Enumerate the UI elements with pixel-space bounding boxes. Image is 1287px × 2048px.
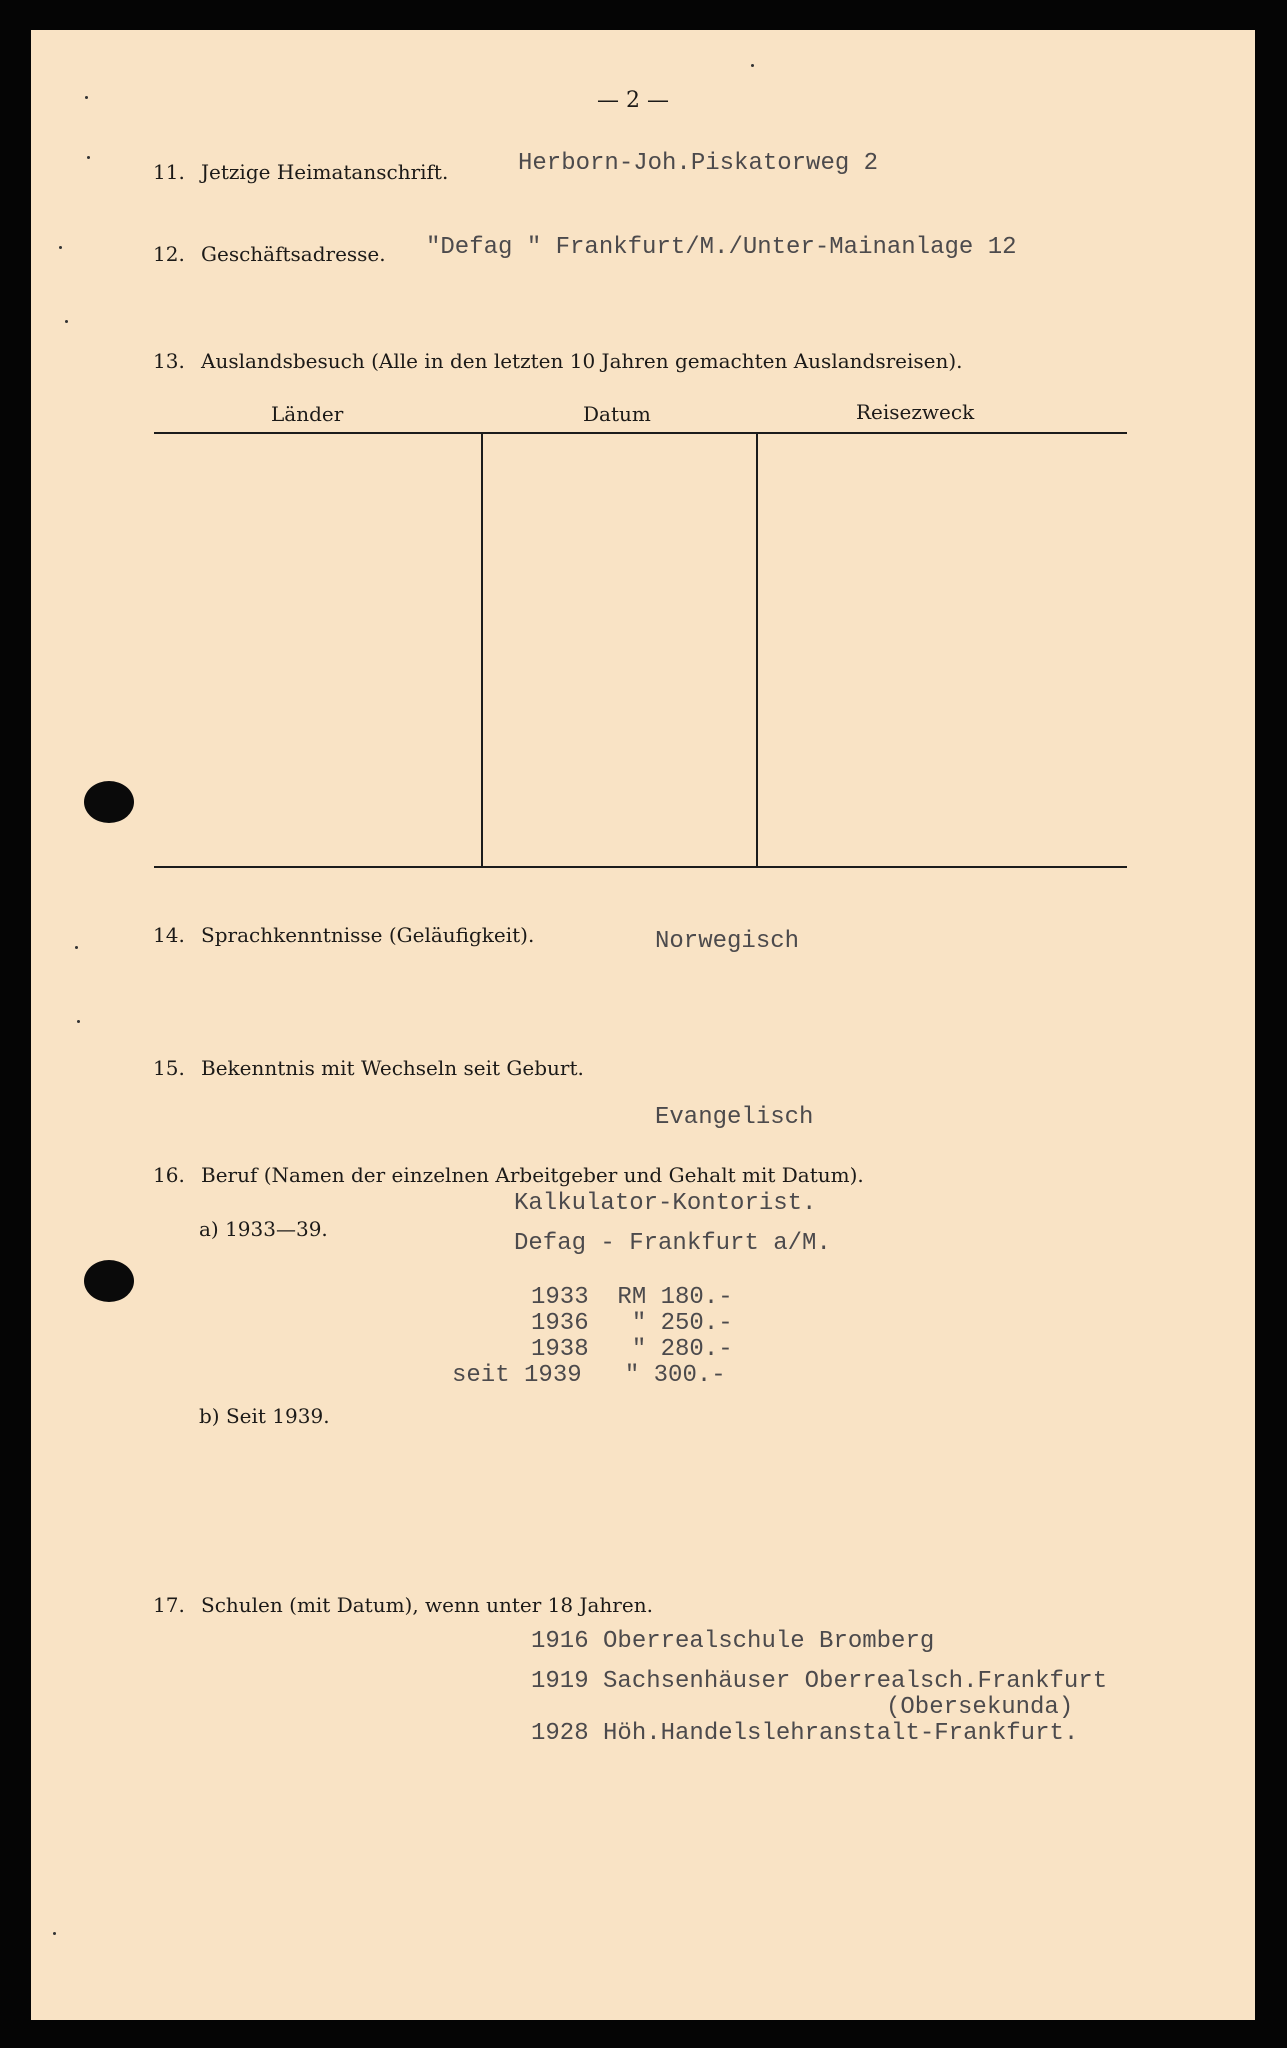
item-14-label: 14. Sprachkenntnisse (Geläufigkeit).	[153, 923, 535, 947]
table-divider	[756, 434, 758, 866]
table-divider	[481, 434, 483, 866]
item-15-label: 15. Bekenntnis mit Wechseln seit Geburt.	[153, 1056, 584, 1080]
school-entry: 1928 Höh.Handelslehranstalt-Frankfurt.	[531, 1720, 1079, 1747]
school-entry: 1919 Sachsenhäuser Oberrealsch.Frankfurt	[531, 1668, 1108, 1695]
salary-row: 1933 RM 180.-	[531, 1284, 733, 1311]
school-entry: 1916 Oberrealschule Bromberg	[531, 1628, 935, 1655]
salary-row: 1936 " 250.-	[531, 1310, 733, 1337]
punch-hole	[84, 1260, 134, 1302]
salary-row: seit 1939 " 300.-	[452, 1362, 726, 1389]
item-16a-position: Kalkulator-Kontorist.	[514, 1190, 817, 1217]
school-entry-note: (Obersekunda)	[886, 1694, 1074, 1721]
table-top-rule	[154, 432, 1127, 434]
item-12-answer: "Defag " Frankfurt/M./Unter-Mainanlage 12	[426, 234, 1017, 261]
table-bottom-rule	[154, 866, 1127, 868]
item-16a-label: a) 1933—39.	[199, 1217, 328, 1241]
item-17-label: 17. Schulen (mit Datum), wenn unter 18 Jahren.	[153, 1593, 653, 1617]
punch-hole	[84, 781, 134, 823]
item-14-answer: Norwegisch	[655, 928, 800, 955]
item-15-answer: Evangelisch	[655, 1104, 814, 1131]
item-16-label: 16. Beruf (Namen der einzelnen Arbeitgeber und Gehalt mit Datum).	[153, 1163, 864, 1187]
item-11-answer: Herborn-Joh.Piskatorweg 2	[518, 150, 879, 177]
item-13-label: 13. Auslandsbesuch (Alle in den letzten 10 Jahren gemachten Auslandsreisen).	[153, 349, 963, 373]
item-12-label: 12. Geschäftsadresse.	[153, 242, 386, 266]
document-page	[31, 30, 1255, 2020]
table-header-datum: Datum	[583, 402, 651, 426]
item-11-label: 11. Jetzige Heimatanschrift.	[153, 160, 449, 184]
item-16a-employer: Defag - Frankfurt a/M.	[514, 1230, 831, 1257]
table-header-laender: Länder	[271, 402, 344, 426]
page-number: — 2 —	[597, 88, 669, 113]
table-header-reisezweck: Reisezweck	[856, 400, 975, 424]
salary-row: 1938 " 280.-	[531, 1336, 733, 1363]
item-16b-label: b) Seit 1939.	[199, 1404, 330, 1428]
